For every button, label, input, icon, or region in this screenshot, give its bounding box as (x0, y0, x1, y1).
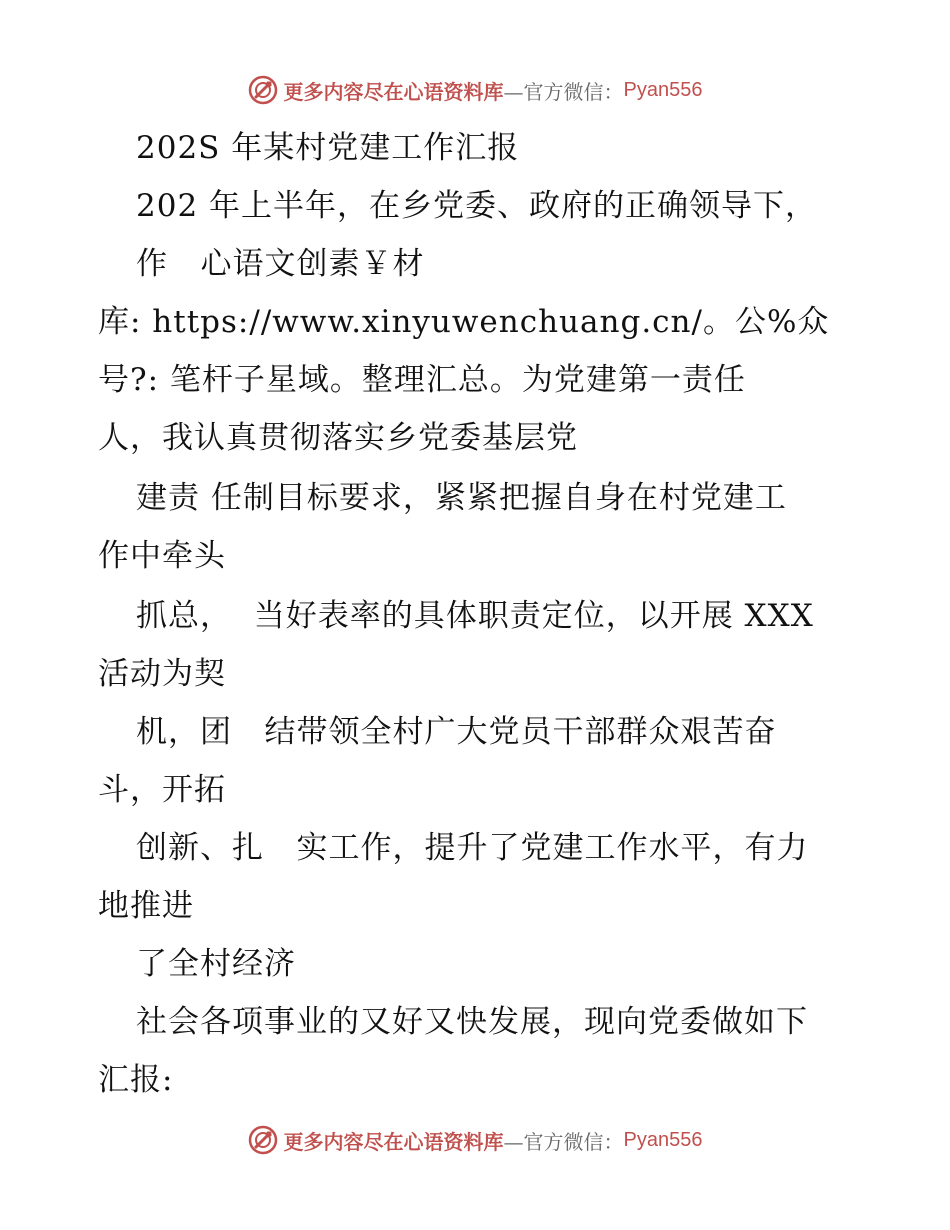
banner-main-text: 更多内容尽在心语资料库 (283, 79, 504, 104)
banner-main-text: 更多内容尽在心语资料库 (283, 1129, 504, 1154)
paragraph-line: 机，团 结带领全村广大党员干部群众艰苦奋 (136, 714, 777, 750)
banner-wechat-id: Pyan556 (623, 78, 703, 101)
paragraph-line: 了全村经济 (136, 946, 296, 982)
paragraph-line: 创新、扎 实工作，提升了党建工作水平，有力 (136, 830, 809, 866)
paragraph-line: 社会各项事业的又好又快发展，现向党委做如下 (136, 1004, 808, 1040)
paragraph-line: 活动为契 (98, 656, 226, 692)
document-title: 202S 年某村党建工作汇报 (136, 130, 520, 166)
logo-icon (248, 1125, 278, 1155)
paragraph-line: 作 心语文创素￥材 (136, 246, 425, 282)
logo-icon (248, 75, 278, 105)
paragraph-line: 作中牵头 (98, 538, 226, 574)
header-banner (0, 70, 950, 110)
paragraph-line: 抓总， 当好表率的具体职责定位，以开展 XXX (136, 598, 814, 634)
paragraph-line: 建责 任制目标要求，紧紧把握自身在村党建工 (136, 480, 787, 516)
paragraph-line: 人，我认真贯彻落实乡党委基层党 (98, 420, 578, 456)
footer-banner (0, 1120, 950, 1160)
paragraph-line: 汇报: (98, 1062, 174, 1098)
paragraph-line: 地推进 (98, 888, 194, 924)
paragraph-line: 号?: 笔杆子星域。整理汇总。为党建第一责任 (98, 362, 746, 398)
banner-dash-text: —官方微信： (503, 1129, 624, 1154)
paragraph-line: 库: https://www.xinyuwenchuang.cn/。公%众 (98, 304, 830, 340)
paragraph-line: 斗，开拓 (98, 772, 226, 808)
banner-dash-text: —官方微信： (503, 79, 624, 104)
banner-wechat-id: Pyan556 (623, 1128, 703, 1151)
paragraph-line: 202 年上半年，在乡党委、政府的正确领导下， (136, 188, 818, 224)
